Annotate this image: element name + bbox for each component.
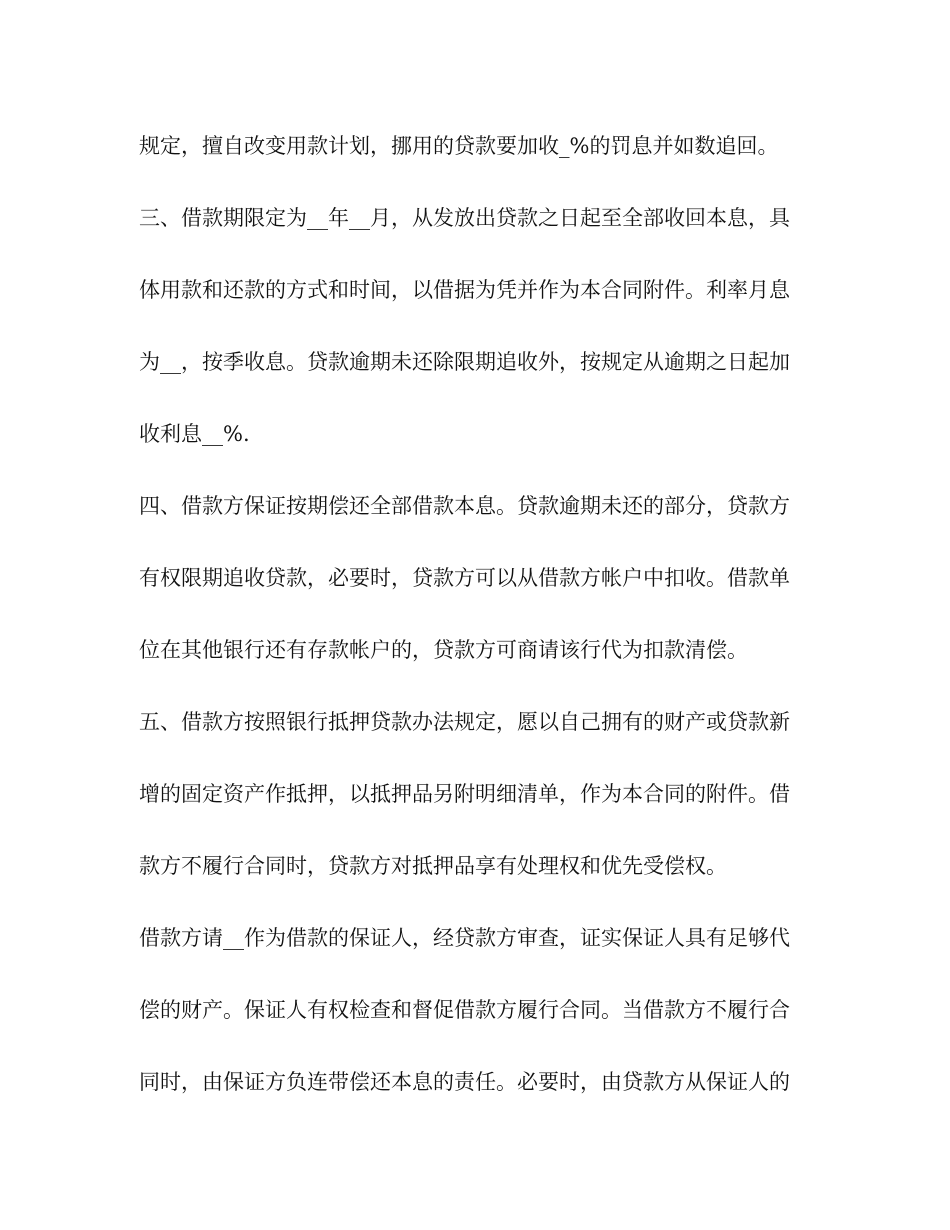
text-line-1: 规定，擅自改变用款计划，挪用的贷款要加收_%的罚息并如数追回。 [139,134,779,158]
text-line-14: 同时，由保证方负连带偿还本息的责任。必要时，由贷款方从保证人的 [139,1070,790,1094]
text-line-7: 有权限期追收贷款，必要时，贷款方可以从借款方帐户中扣收。借款单 [139,566,790,590]
text-line-10: 增的固定资产作抵押，以抵押品另附明细清单，作为本合同的附件。借 [139,782,790,806]
text-line-4: 为__，按季收息。贷款逾期未还除限期追收外，按规定从逾期之日起加 [139,350,790,374]
text-line-6: 四、借款方保证按期偿还全部借款本息。贷款逾期未还的部分，贷款方 [139,494,790,518]
text-line-11: 款方不履行合同时，贷款方对抵押品享有处理权和优先受偿权。 [139,854,727,878]
text-line-3: 体用款和还款的方式和时间，以借据为凭并作为本合同附件。利率月息 [139,278,790,302]
text-line-12: 借款方请__作为借款的保证人，经贷款方审查，证实保证人具有足够代 [139,926,790,950]
text-line-9: 五、借款方按照银行抵押贷款办法规定，愿以自己拥有的财产或贷款新 [139,710,790,734]
text-line-8: 位在其他银行还有存款帐户的，贷款方可商请该行代为扣款清偿。 [139,638,748,662]
text-line-2: 三、借款期限定为__年__月，从发放出贷款之日起至全部收回本息，具 [139,206,790,230]
text-line-13: 偿的财产。保证人有权检查和督促借款方履行合同。当借款方不履行合 [139,998,790,1022]
text-line-5: 收利息__%. [139,422,250,446]
